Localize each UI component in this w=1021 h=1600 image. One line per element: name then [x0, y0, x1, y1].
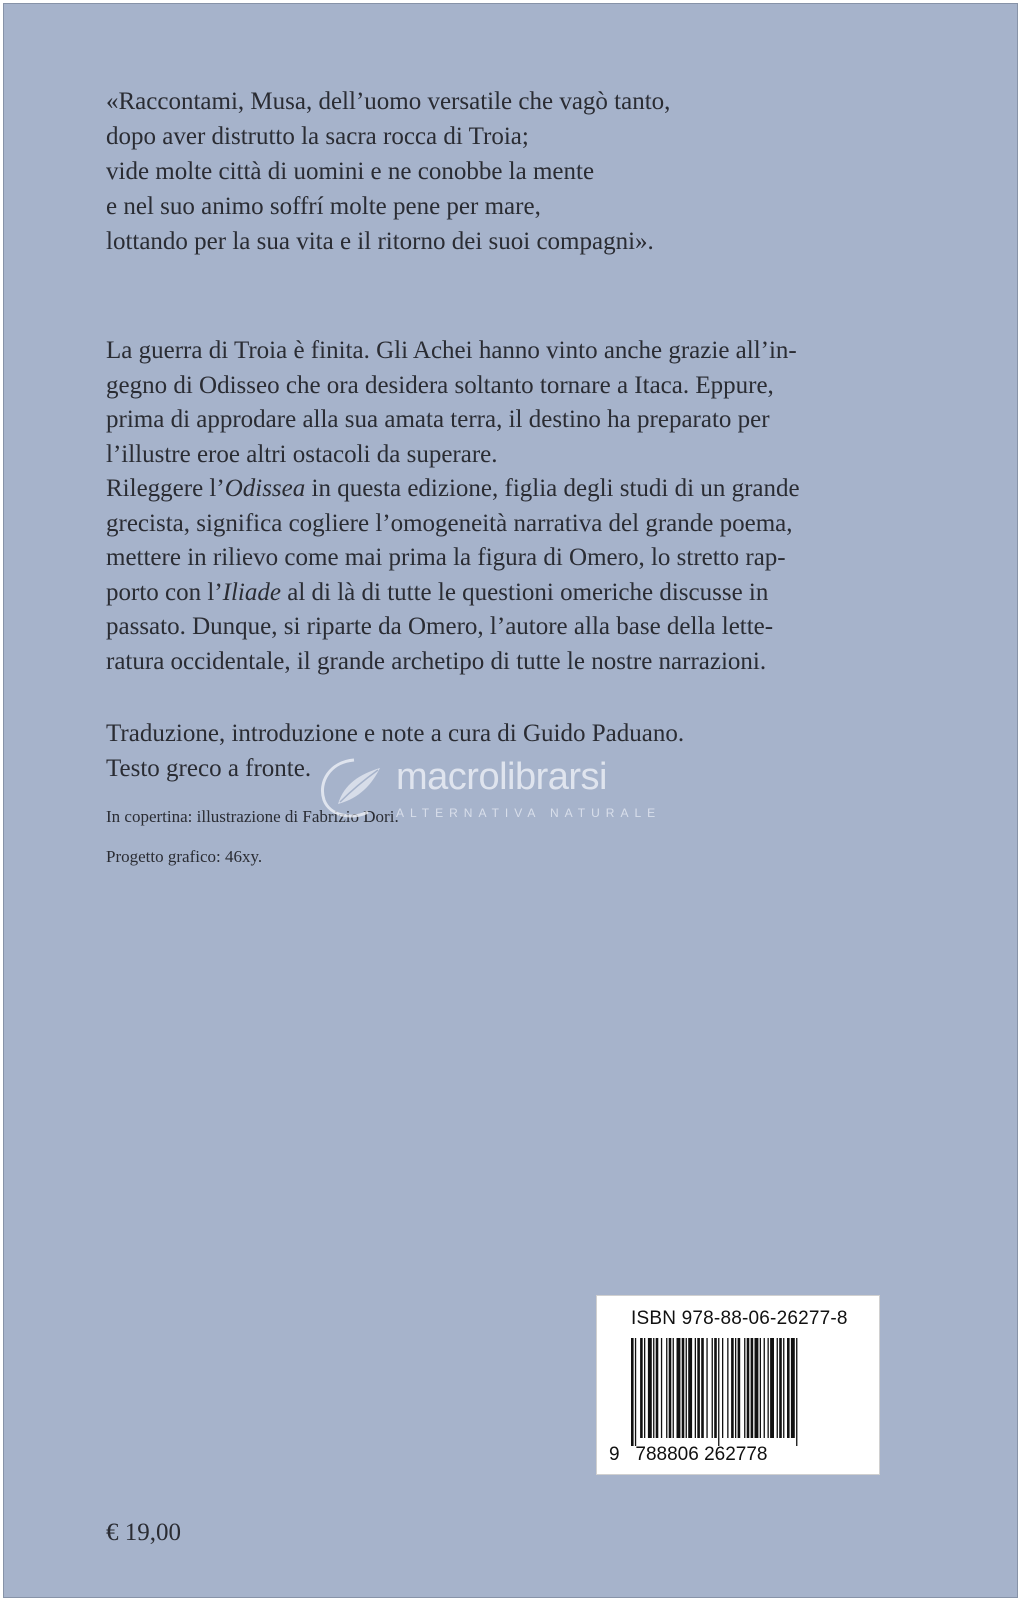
barcode-bar	[644, 1338, 645, 1438]
description-line: grecista, significa cogliere l’omogeneità narrativa del grande poema,	[106, 509, 793, 537]
barcode-bar	[701, 1338, 704, 1438]
barcode-bar	[712, 1338, 713, 1438]
barcode-bar	[648, 1338, 652, 1438]
isbn-barcode-label	[596, 1295, 880, 1475]
barcode-bar	[697, 1338, 700, 1438]
verse-line: «Raccontami, Musa, dell’uomo versatile che vagò tanto,	[106, 88, 671, 115]
barcode-bar	[755, 1338, 759, 1438]
barcode-bar	[768, 1338, 769, 1438]
barcode-bar	[714, 1338, 717, 1438]
barcode-bar	[770, 1338, 774, 1438]
description-line: ratura occidentale, il grande archetipo di tutte le nostre narrazioni.	[106, 647, 767, 675]
barcode-bar	[783, 1338, 784, 1438]
barcode-bar	[760, 1338, 761, 1438]
barcode-bar	[669, 1338, 672, 1438]
barcode-bar	[718, 1338, 719, 1446]
translation-credit: Traduzione, introduzione e note a cura di Guido Paduano.	[106, 720, 685, 747]
barcode-bar	[640, 1338, 643, 1438]
graphic-design-credit: Progetto grafico: 46xy.	[106, 847, 263, 866]
barcode-bar	[787, 1338, 790, 1438]
watermark-name: macrolibrarsi	[396, 756, 607, 798]
barcode-bar	[686, 1338, 687, 1438]
barcode-bar	[631, 1338, 634, 1446]
description-line: gegno di Odisseo che ora desidera soltanto tornare a Itaca. Eppure,	[106, 371, 774, 399]
title-odissea: Odissea	[224, 475, 306, 502]
verse-line: lottando per la sua vita e il ritorno dei suoi compagni».	[106, 228, 654, 255]
barcode-bar	[751, 1338, 754, 1438]
barcode-bar	[706, 1338, 707, 1438]
back-cover	[3, 3, 1018, 1598]
description-line	[106, 472, 906, 507]
barcode-bar	[688, 1338, 692, 1438]
description-line: prima di approdare alla sua amata terra, il destino ha preparato per	[106, 406, 770, 433]
barcode-bar	[764, 1338, 765, 1438]
barcode-bar	[747, 1338, 750, 1438]
isbn-number: ISBN 978-88-06-26277-8	[631, 1308, 848, 1329]
description-line: passato. Dunque, si riparte da Omero, l’autore alla base della lette-	[106, 613, 774, 640]
description-line	[106, 576, 906, 611]
barcode-bar	[777, 1338, 778, 1438]
barcode	[631, 1338, 845, 1446]
cover-illustration-credit: In copertina: illustrazione di Fabrizio Dori.	[106, 807, 399, 826]
title-iliade: Iliade	[222, 578, 281, 606]
book-description	[106, 334, 906, 679]
barcode-bar	[666, 1338, 667, 1438]
barcode-bar	[682, 1338, 685, 1438]
barcode-bar	[673, 1338, 674, 1438]
leaf-logo-icon	[314, 754, 394, 824]
barcode-bar	[779, 1338, 782, 1438]
barcode-bar	[695, 1338, 696, 1438]
barcode-bar	[735, 1338, 736, 1438]
watermark	[314, 754, 714, 834]
barcode-bar	[661, 1338, 662, 1438]
barcode-bar	[796, 1338, 797, 1446]
price: € 19,00	[106, 1519, 181, 1546]
opening-verses	[106, 84, 906, 259]
barcode-bar	[677, 1338, 681, 1438]
description-text: Rileggere l’	[106, 475, 225, 502]
barcode-bar	[731, 1338, 734, 1438]
barcode-bar	[744, 1338, 745, 1438]
barcode-bar	[722, 1338, 723, 1438]
description-text: porto con l’	[106, 578, 223, 606]
verse-line: vide molte città di uomini e ne conobbe la mente	[106, 158, 595, 185]
verse-line: dopo aver distrutto la sacra rocca di Troia;	[106, 123, 529, 150]
description-line: La guerra di Troia è finita. Gli Achei hanno vinto anche grazie all’in-	[106, 337, 797, 364]
description-line: l’illustre eroe altri ostacoli da superare.	[106, 440, 498, 468]
barcode-bar	[791, 1338, 795, 1438]
barcode-bar	[635, 1338, 636, 1446]
greek-text-note: Testo greco a fronte.	[106, 755, 312, 782]
description-text: al di là di tutte le questioni omeriche discusse in	[280, 578, 769, 606]
barcode-bar	[653, 1338, 654, 1438]
barcode-bar	[656, 1338, 659, 1438]
barcode-bar	[727, 1338, 728, 1438]
description-text: in questa edizione, figlia degli studi di un grande	[305, 475, 800, 502]
watermark-tagline: ALTERNATIVA NATURALE	[396, 806, 662, 820]
barcode-bar	[738, 1338, 741, 1438]
barcode-digits: 9 788806 262778	[609, 1444, 768, 1465]
verse-line: e nel suo animo soffrí molte pene per mare,	[106, 193, 541, 220]
description-line: mettere in rilievo come mai prima la figura di Omero, lo stretto rap-	[106, 544, 786, 571]
